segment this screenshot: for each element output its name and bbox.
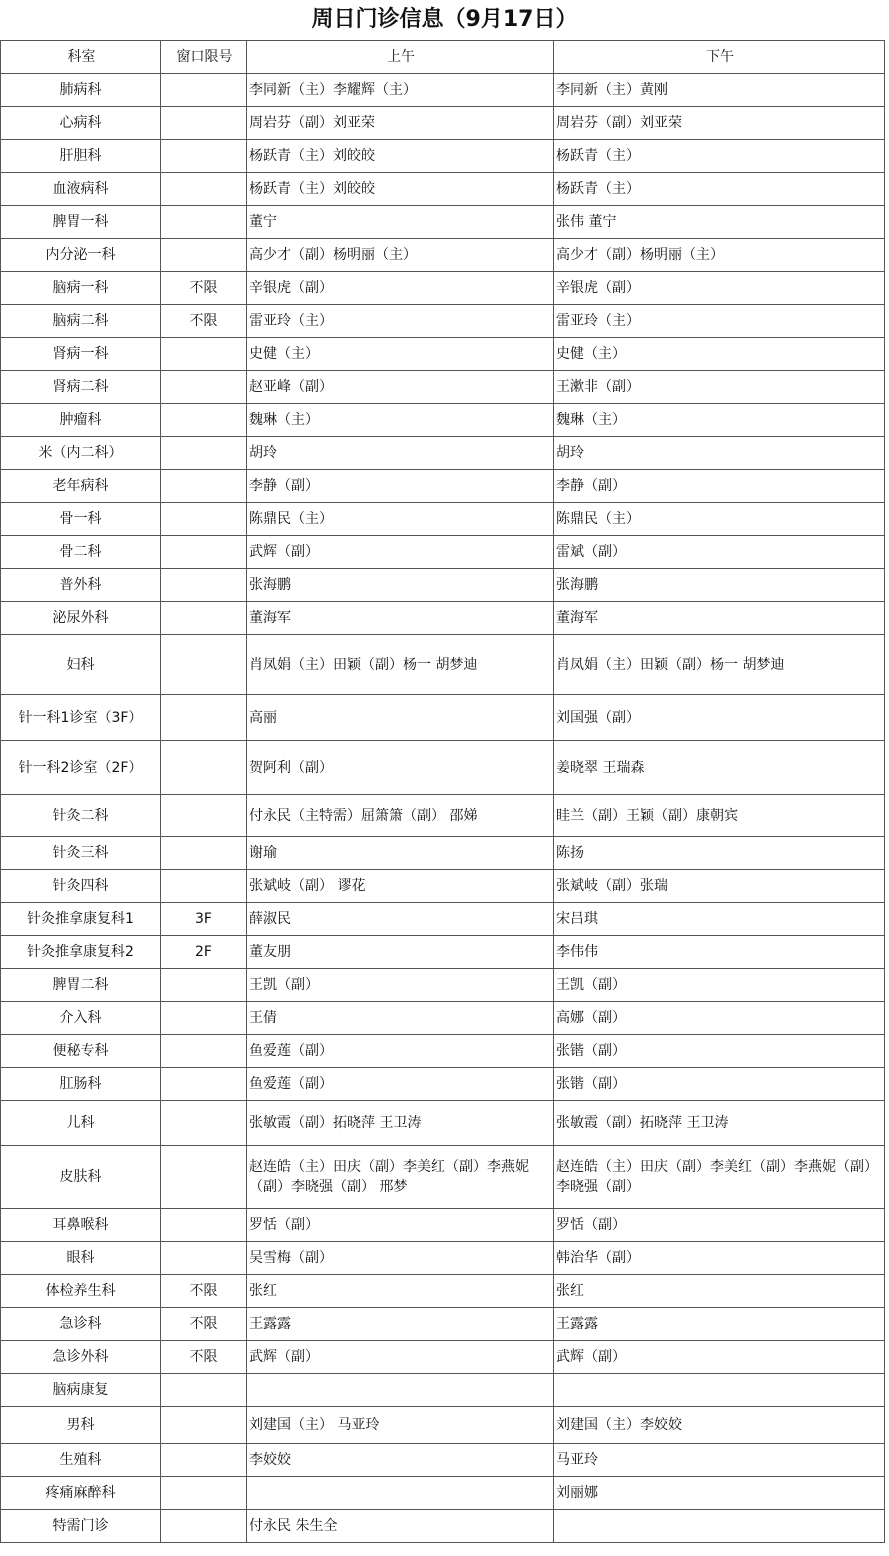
cell-morning: 刘建国（主） 马亚玲	[247, 1407, 554, 1444]
header-morning: 上午	[247, 41, 554, 74]
cell-morning: 李姣姣	[247, 1444, 554, 1477]
cell-afternoon: 张海鹏	[554, 569, 885, 602]
table-row	[1, 1477, 885, 1510]
cell-window-limit	[161, 1510, 247, 1543]
cell-window-limit	[161, 1374, 247, 1407]
clinic-schedule-table	[0, 40, 885, 1543]
cell-department: 针灸四科	[1, 870, 161, 903]
cell-afternoon: 董海军	[554, 602, 885, 635]
cell-morning: 周岩芬（副）刘亚荣	[247, 107, 554, 140]
table-row	[1, 1209, 885, 1242]
cell-window-limit	[161, 173, 247, 206]
cell-window-limit	[161, 1242, 247, 1275]
cell-morning: 李同新（主）李耀辉（主）	[247, 74, 554, 107]
cell-afternoon: 眭兰（副）王颖（副）康朝宾	[554, 795, 885, 837]
cell-window-limit: 2F	[161, 936, 247, 969]
cell-department: 针灸三科	[1, 837, 161, 870]
cell-afternoon: 张锴（副）	[554, 1068, 885, 1101]
cell-afternoon: 刘丽娜	[554, 1477, 885, 1510]
cell-afternoon: 王凯（副）	[554, 969, 885, 1002]
cell-department: 儿科	[1, 1101, 161, 1146]
cell-morning: 张斌岐（副） 谬花	[247, 870, 554, 903]
table-row	[1, 695, 885, 741]
cell-morning: 董海军	[247, 602, 554, 635]
cell-window-limit	[161, 1002, 247, 1035]
cell-window-limit	[161, 837, 247, 870]
cell-window-limit	[161, 1477, 247, 1510]
table-row	[1, 470, 885, 503]
cell-window-limit: 3F	[161, 903, 247, 936]
cell-afternoon: 李同新（主）黄刚	[554, 74, 885, 107]
cell-morning: 武辉（副）	[247, 536, 554, 569]
table-row	[1, 206, 885, 239]
cell-afternoon: 张敏霞（副）拓晓萍 王卫涛	[554, 1101, 885, 1146]
cell-window-limit	[161, 239, 247, 272]
cell-morning: 高丽	[247, 695, 554, 741]
cell-morning: 付永民（主特需）屈箫箫（副） 邵娣	[247, 795, 554, 837]
table-row	[1, 437, 885, 470]
cell-afternoon: 宋吕琪	[554, 903, 885, 936]
table-row	[1, 837, 885, 870]
cell-window-limit	[161, 371, 247, 404]
table-row	[1, 503, 885, 536]
cell-afternoon: 雷斌（副）	[554, 536, 885, 569]
cell-department: 肛肠科	[1, 1068, 161, 1101]
cell-afternoon: 张锴（副）	[554, 1035, 885, 1068]
header-window-limit: 窗口限号	[161, 41, 247, 74]
cell-window-limit	[161, 470, 247, 503]
cell-department: 男科	[1, 1407, 161, 1444]
cell-window-limit	[161, 569, 247, 602]
cell-window-limit	[161, 503, 247, 536]
cell-department: 肺病科	[1, 74, 161, 107]
table-row	[1, 870, 885, 903]
cell-window-limit	[161, 1407, 247, 1444]
table-row	[1, 1341, 885, 1374]
cell-department: 皮肤科	[1, 1146, 161, 1209]
cell-afternoon: 周岩芬（副）刘亚荣	[554, 107, 885, 140]
table-row	[1, 74, 885, 107]
cell-morning: 鱼爱莲（副）	[247, 1035, 554, 1068]
cell-afternoon: 雷亚玲（主）	[554, 305, 885, 338]
cell-afternoon: 罗恬（副）	[554, 1209, 885, 1242]
cell-morning: 胡玲	[247, 437, 554, 470]
cell-department: 针一科1诊室（3F）	[1, 695, 161, 741]
cell-department: 针一科2诊室（2F）	[1, 741, 161, 795]
table-row	[1, 140, 885, 173]
cell-afternoon: 张斌岐（副）张瑞	[554, 870, 885, 903]
table-row	[1, 635, 885, 695]
cell-window-limit	[161, 795, 247, 837]
cell-window-limit	[161, 437, 247, 470]
cell-department: 耳鼻喉科	[1, 1209, 161, 1242]
cell-window-limit	[161, 1146, 247, 1209]
cell-department: 普外科	[1, 569, 161, 602]
header-afternoon: 下午	[554, 41, 885, 74]
cell-department: 泌尿外科	[1, 602, 161, 635]
cell-morning: 魏琳（主）	[247, 404, 554, 437]
cell-window-limit	[161, 1101, 247, 1146]
cell-department: 血液病科	[1, 173, 161, 206]
cell-morning: 肖凤娟（主）田颖（副）杨一 胡梦迪	[247, 635, 554, 695]
cell-afternoon: 赵连皓（主）田庆（副）李美红（副）李燕妮（副）李晓强（副）	[554, 1146, 885, 1209]
cell-department: 肾病二科	[1, 371, 161, 404]
cell-window-limit	[161, 1209, 247, 1242]
table-row	[1, 602, 885, 635]
cell-department: 便秘专科	[1, 1035, 161, 1068]
cell-afternoon	[554, 1374, 885, 1407]
table-row	[1, 969, 885, 1002]
cell-department: 针灸推拿康复科1	[1, 903, 161, 936]
page-title: 周日门诊信息（9月17日）	[311, 7, 578, 32]
cell-department: 脾胃二科	[1, 969, 161, 1002]
cell-morning: 陈鼎民（主）	[247, 503, 554, 536]
cell-afternoon: 李静（副）	[554, 470, 885, 503]
cell-morning: 董宁	[247, 206, 554, 239]
cell-morning: 鱼爱莲（副）	[247, 1068, 554, 1101]
cell-afternoon: 史健（主）	[554, 338, 885, 371]
table-row	[1, 272, 885, 305]
cell-morning: 赵亚峰（副）	[247, 371, 554, 404]
cell-department: 脾胃一科	[1, 206, 161, 239]
cell-department: 骨二科	[1, 536, 161, 569]
cell-department: 脑病一科	[1, 272, 161, 305]
table-row	[1, 1444, 885, 1477]
cell-morning: 薛淑民	[247, 903, 554, 936]
table-row	[1, 1510, 885, 1543]
cell-afternoon: 韩治华（副）	[554, 1242, 885, 1275]
cell-department: 心病科	[1, 107, 161, 140]
cell-afternoon: 王漱非（副）	[554, 371, 885, 404]
table-row	[1, 569, 885, 602]
table-row	[1, 1374, 885, 1407]
cell-department: 急诊外科	[1, 1341, 161, 1374]
table-row	[1, 173, 885, 206]
cell-window-limit	[161, 635, 247, 695]
cell-morning: 张海鹏	[247, 569, 554, 602]
table-row	[1, 1146, 885, 1209]
cell-department: 生殖科	[1, 1444, 161, 1477]
cell-morning: 辛银虎（副）	[247, 272, 554, 305]
cell-window-limit: 不限	[161, 1308, 247, 1341]
table-row	[1, 1002, 885, 1035]
table-row	[1, 305, 885, 338]
cell-department: 特需门诊	[1, 1510, 161, 1543]
cell-morning: 赵连皓（主）田庆（副）李美红（副）李燕妮（副）李晓强（副） 邢梦	[247, 1146, 554, 1209]
cell-department: 肾病一科	[1, 338, 161, 371]
cell-window-limit	[161, 107, 247, 140]
cell-department: 脑病二科	[1, 305, 161, 338]
cell-department: 骨一科	[1, 503, 161, 536]
cell-department: 针灸二科	[1, 795, 161, 837]
cell-morning: 王倩	[247, 1002, 554, 1035]
cell-afternoon: 武辉（副）	[554, 1341, 885, 1374]
cell-department: 肝胆科	[1, 140, 161, 173]
cell-morning: 付永民 朱生全	[247, 1510, 554, 1543]
cell-department: 针灸推拿康复科2	[1, 936, 161, 969]
cell-afternoon: 胡玲	[554, 437, 885, 470]
cell-afternoon: 辛银虎（副）	[554, 272, 885, 305]
cell-department: 眼科	[1, 1242, 161, 1275]
table-row	[1, 1035, 885, 1068]
cell-window-limit: 不限	[161, 305, 247, 338]
cell-department: 急诊科	[1, 1308, 161, 1341]
table-row	[1, 1101, 885, 1146]
cell-department: 肿瘤科	[1, 404, 161, 437]
cell-afternoon: 马亚玲	[554, 1444, 885, 1477]
cell-department: 妇科	[1, 635, 161, 695]
cell-department: 老年病科	[1, 470, 161, 503]
cell-afternoon	[554, 1510, 885, 1543]
cell-afternoon: 王露露	[554, 1308, 885, 1341]
cell-morning: 谢瑜	[247, 837, 554, 870]
table-row	[1, 795, 885, 837]
cell-afternoon: 张红	[554, 1275, 885, 1308]
cell-window-limit: 不限	[161, 1275, 247, 1308]
cell-window-limit	[161, 1444, 247, 1477]
cell-window-limit	[161, 338, 247, 371]
table-row	[1, 1068, 885, 1101]
cell-morning: 李静（副）	[247, 470, 554, 503]
cell-morning: 王凯（副）	[247, 969, 554, 1002]
cell-window-limit	[161, 741, 247, 795]
cell-window-limit	[161, 602, 247, 635]
cell-window-limit	[161, 1035, 247, 1068]
cell-morning: 贺阿利（副）	[247, 741, 554, 795]
table-row	[1, 741, 885, 795]
cell-morning	[247, 1374, 554, 1407]
cell-morning	[247, 1477, 554, 1510]
table-row	[1, 536, 885, 569]
table-row	[1, 1275, 885, 1308]
table-row	[1, 338, 885, 371]
cell-morning: 高少才（副）杨明丽（主）	[247, 239, 554, 272]
cell-morning: 武辉（副）	[247, 1341, 554, 1374]
table-row	[1, 239, 885, 272]
cell-department: 体检养生科	[1, 1275, 161, 1308]
cell-morning: 吴雪梅（副）	[247, 1242, 554, 1275]
cell-afternoon: 杨跃青（主）	[554, 140, 885, 173]
cell-window-limit	[161, 695, 247, 741]
cell-department: 内分泌一科	[1, 239, 161, 272]
cell-morning: 王露露	[247, 1308, 554, 1341]
table-row	[1, 1308, 885, 1341]
cell-morning: 杨跃青（主）刘皎皎	[247, 173, 554, 206]
cell-morning: 张敏霞（副）拓晓萍 王卫涛	[247, 1101, 554, 1146]
table-row	[1, 371, 885, 404]
header-row	[1, 41, 885, 74]
cell-afternoon: 杨跃青（主）	[554, 173, 885, 206]
cell-window-limit	[161, 140, 247, 173]
cell-morning: 雷亚玲（主）	[247, 305, 554, 338]
table-row	[1, 1242, 885, 1275]
cell-afternoon: 肖凤娟（主）田颖（副）杨一 胡梦迪	[554, 635, 885, 695]
table-row	[1, 1407, 885, 1444]
cell-afternoon: 高少才（副）杨明丽（主）	[554, 239, 885, 272]
table-row	[1, 107, 885, 140]
cell-afternoon: 陈扬	[554, 837, 885, 870]
cell-afternoon: 张伟 董宁	[554, 206, 885, 239]
cell-department: 疼痛麻醉科	[1, 1477, 161, 1510]
cell-afternoon: 高娜（副）	[554, 1002, 885, 1035]
table-row	[1, 936, 885, 969]
cell-morning: 董友朋	[247, 936, 554, 969]
cell-window-limit: 不限	[161, 272, 247, 305]
table-row	[1, 903, 885, 936]
cell-afternoon: 陈鼎民（主）	[554, 503, 885, 536]
cell-window-limit	[161, 969, 247, 1002]
cell-window-limit: 不限	[161, 1341, 247, 1374]
cell-department: 脑病康复	[1, 1374, 161, 1407]
cell-afternoon: 刘建国（主）李姣姣	[554, 1407, 885, 1444]
cell-window-limit	[161, 870, 247, 903]
cell-morning: 罗恬（副）	[247, 1209, 554, 1242]
cell-afternoon: 姜晓翠 王瑞森	[554, 741, 885, 795]
cell-afternoon: 李伟伟	[554, 936, 885, 969]
header-department: 科室	[1, 41, 161, 74]
cell-morning: 张红	[247, 1275, 554, 1308]
cell-morning: 杨跃青（主）刘皎皎	[247, 140, 554, 173]
cell-department: 米（内二科）	[1, 437, 161, 470]
cell-window-limit	[161, 206, 247, 239]
cell-morning: 史健（主）	[247, 338, 554, 371]
cell-afternoon: 魏琳（主）	[554, 404, 885, 437]
cell-window-limit	[161, 1068, 247, 1101]
cell-department: 介入科	[1, 1002, 161, 1035]
cell-window-limit	[161, 74, 247, 107]
cell-window-limit	[161, 536, 247, 569]
cell-afternoon: 刘国强（副）	[554, 695, 885, 741]
cell-window-limit	[161, 404, 247, 437]
table-row	[1, 404, 885, 437]
